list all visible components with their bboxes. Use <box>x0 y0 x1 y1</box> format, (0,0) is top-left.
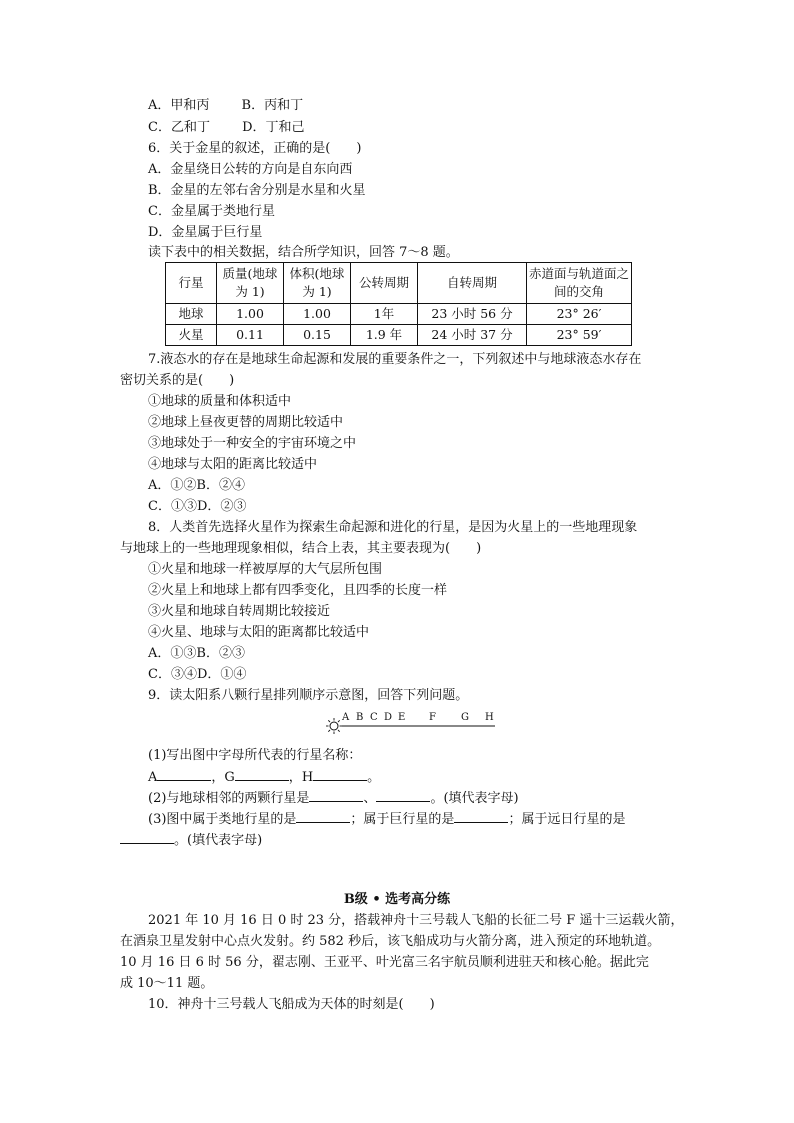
planet-label-a: A <box>342 712 350 723</box>
answer-blank-g[interactable] <box>235 766 289 781</box>
separator: 。 <box>367 770 381 785</box>
blank-label: A <box>148 770 158 785</box>
q8-statement: ①火星和地球一样被厚厚的大气层所包围 <box>148 562 383 577</box>
q5-option-d[interactable]: D．丁和己 <box>242 120 305 135</box>
table-cell: 地球 <box>166 304 217 325</box>
q5-options-row1 <box>148 96 303 116</box>
q9-sub3-mid2: ；属于远日行星的是 <box>508 812 626 827</box>
q7-stem-line2: 密切关系的是( ) <box>120 373 235 388</box>
q9-sub2 <box>148 787 519 807</box>
q9-sub2-prompt: (2)与地球相邻的两颗行星是 <box>148 791 310 806</box>
q6-option-d[interactable]: D．金星属于巨行星 <box>148 225 263 240</box>
q7-options-row2[interactable]: C．①③D．②③ <box>148 499 247 514</box>
blank-label: G <box>224 770 235 785</box>
q7-stem-line1: 7.液态水的存在是地球生命起源和发展的重要条件之一，下列叙述中与地球液态水存在 <box>148 352 642 367</box>
answer-blank-terrestrial[interactable] <box>296 808 350 823</box>
answer-blank-distant[interactable] <box>120 829 174 844</box>
table-row <box>166 325 632 346</box>
q8-options-row1[interactable]: A．①③B．②③ <box>148 646 245 661</box>
q9-sub3-cont <box>120 829 262 849</box>
q8-statement: ④火星、地球与太阳的距离都比较适中 <box>148 625 370 640</box>
table-header-row <box>166 263 632 304</box>
table-header-cell: 行星 <box>166 263 217 304</box>
q8-stem-line1: 8．人类首先选择火星作为探索生命起源和进化的行星，是因为火星上的一些地理现象 <box>148 520 638 535</box>
table-cell: 23° 26′ <box>527 304 632 325</box>
answer-blank-neighbor-1[interactable] <box>309 787 363 802</box>
table-cell: 23 小时 56 分 <box>418 304 527 325</box>
table-header-cell: 质量(地球为 1) <box>217 263 284 304</box>
separator: ， <box>288 770 302 785</box>
table-cell: 0.11 <box>217 325 284 346</box>
q8-options-row2[interactable]: C．③④D．①④ <box>148 667 247 682</box>
table-cell: 1.00 <box>284 304 351 325</box>
q7-statement: ②地球上昼夜更替的周期比较适中 <box>148 415 344 430</box>
table-cell: 火星 <box>166 325 217 346</box>
table-cell: 1年 <box>351 304 418 325</box>
planet-label-d: D <box>384 712 393 723</box>
separator: ， <box>211 770 225 785</box>
table-header-cell: 公转周期 <box>351 263 418 304</box>
table-cell: 1.9 年 <box>351 325 418 346</box>
q9-sub1-prompt: (1)写出图中字母所代表的行星名称： <box>148 748 362 763</box>
q10-stem: 10．神舟十三号载人飞船成为天体的时刻是( ) <box>148 997 435 1012</box>
solar-system-order-diagram <box>325 708 500 734</box>
q5-option-b[interactable]: B．丙和丁 <box>241 98 304 113</box>
q9-sub3 <box>148 808 625 828</box>
q9-stem: 9．读太阳系八颗行星排列顺序示意图，回答下列问题。 <box>148 688 469 703</box>
q9-sub2-suffix: 。(填代表字母) <box>430 791 519 806</box>
q9-sub3-mid1: ；属于巨行星的是 <box>350 812 455 827</box>
passage-line: 2021 年 10 月 16 日 0 时 23 分，搭载神舟十三号载人飞船的长征二号 F 遥十三运载火箭， <box>148 913 684 928</box>
planet-label-h: H <box>485 712 494 723</box>
q8-statement: ②火星上和地球上都有四季变化，且四季的长度一样 <box>148 583 448 598</box>
planet-label-b: B <box>356 712 364 723</box>
planet-label-e: E <box>398 712 406 723</box>
q8-stem-line2: 与地球上的一些地理现象相似，结合上表，其主要表现为( ) <box>120 541 482 556</box>
section-title: B级 • 选考高分练 <box>343 892 451 907</box>
answer-blank-a[interactable] <box>157 766 211 781</box>
planet-label-c: C <box>370 712 378 723</box>
q5-option-a[interactable]: A．甲和丙 <box>148 98 210 113</box>
q6-stem: 6．关于金星的叙述，正确的是( ) <box>148 141 362 156</box>
table-cell: 1.00 <box>217 304 284 325</box>
answer-blank-giant[interactable] <box>454 808 508 823</box>
table-header-cell: 体积(地球为 1) <box>284 263 351 304</box>
q6-option-a[interactable]: A．金星绕日公转的方向是自东向西 <box>148 162 353 177</box>
q7-statement: ①地球的质量和体积适中 <box>148 394 292 409</box>
q7-statement: ④地球与太阳的距离比较适中 <box>148 457 318 472</box>
passage-line: 成 10～11 题。 <box>120 976 214 991</box>
passage-line: 在酒泉卫星发射中心点火发射。约 582 秒后，该飞船成功与火箭分离，进入预定的环地轨道。 <box>120 934 661 949</box>
separator: 、 <box>363 791 377 806</box>
table-intro: 读下表中的相关数据，结合所学知识，回答 7～8 题。 <box>148 245 459 260</box>
table-cell: 23° 59′ <box>527 325 632 346</box>
q9-sub1-blanks <box>148 766 380 786</box>
passage-line: 10 月 16 日 6 时 56 分，翟志刚、王亚平、叶光富三名宇航员顺利进驻天和核心舱。据此完 <box>120 955 649 970</box>
planet-label-g: G <box>461 712 469 723</box>
table-header-cell: 自转周期 <box>418 263 527 304</box>
answer-blank-neighbor-2[interactable] <box>376 787 430 802</box>
q5-options-row2 <box>148 118 305 138</box>
q6-option-c[interactable]: C．金星属于类地行星 <box>148 204 275 219</box>
q9-sub3-suffix: 。(填代表字母) <box>174 833 263 848</box>
planet-label-f: F <box>429 712 436 723</box>
q6-option-b[interactable]: B．金星的左邻右舍分别是水星和火星 <box>148 183 366 198</box>
table-row <box>166 304 632 325</box>
blank-label: H <box>301 770 314 785</box>
answer-blank-h[interactable] <box>313 766 367 781</box>
table-header-cell: 赤道面与轨道面之间的交角 <box>527 263 632 304</box>
table-cell: 0.15 <box>284 325 351 346</box>
q5-option-c[interactable]: C．乙和丁 <box>148 120 210 135</box>
q9-sub3-prompt: (3)图中属于类地行星的是 <box>148 812 297 827</box>
q7-options-row1[interactable]: A．①②B．②④ <box>148 478 245 493</box>
table-cell: 24 小时 37 分 <box>418 325 527 346</box>
sun-icon <box>326 718 342 734</box>
planet-data-table <box>165 262 632 346</box>
q7-statement: ③地球处于一种安全的宇宙环境之中 <box>148 436 357 451</box>
q8-statement: ③火星和地球自转周期比较接近 <box>148 604 331 619</box>
